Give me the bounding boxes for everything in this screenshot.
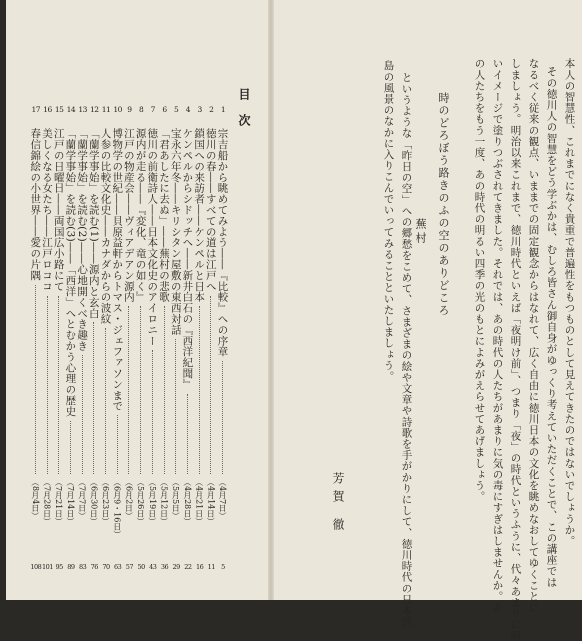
chapter-page-number: 70	[102, 563, 110, 571]
toc-title: 目次	[237, 88, 251, 140]
leader-dots	[58, 296, 59, 474]
chapter-date: （6月9・16日）	[112, 478, 122, 539]
chapter-date: （4月7日）	[218, 478, 227, 521]
preface-line: 本人の智慧性、これまでになく貴重で普遍性をもつものとして見えてきたのではないでしょうか。	[563, 58, 576, 547]
chapter-title[interactable]: 博物学の世紀――貝原益軒からトマス・ジェファソンまで	[111, 128, 124, 412]
chapter-number: 6	[162, 105, 167, 114]
chapter-number: 2	[209, 105, 214, 114]
chapter-page-number: 108	[30, 563, 42, 571]
leader-dots	[210, 296, 211, 474]
chapter-page-number: 5	[221, 563, 225, 571]
chapter-date: （7月7日）	[77, 478, 87, 521]
book-spine	[268, 0, 274, 600]
preface-line: いイメージで塗りつぶされてきました。それでは、あの時代の人たちがあまりに気の毒にすぎはしませんか。あ	[491, 58, 504, 613]
chapter-page-number: 16	[195, 563, 204, 571]
leader-dots	[175, 339, 176, 474]
chapter-number: 16	[43, 105, 52, 114]
preface-line: しましょう。明治以来これまで、徳川時代といえば「夜明け前」、つまり「夜」の時代というふうに、代々あまりに暗	[509, 58, 522, 641]
chapter-title[interactable]: 「蘭学事始」を読む(3)――「西洋」へとむかう心理の歴史	[64, 128, 77, 417]
chapter-number: 14	[66, 105, 76, 114]
preface-line: その徳川人の智慧をどう学ぶかは、むしろ皆さん御自身がゆっくり考えていただくことで、この講座では	[545, 66, 558, 588]
chapter-page-number: 57	[125, 563, 134, 571]
chapter-page-number: 11	[207, 563, 215, 571]
chapter-number: 11	[101, 105, 111, 114]
chapter-page-number: 63	[114, 563, 122, 571]
chapter-page-number: 29	[172, 563, 180, 571]
chapter-title[interactable]: 徳川の前衛詩人――日本文化史のアイロニー	[146, 128, 159, 346]
chapter-page-number: 89	[67, 563, 75, 571]
preface-line: の人たちをもう一度、あの時代の明るい四季の光のもとによみがえらせてあげましょう。	[473, 58, 486, 502]
chapter-number: 17	[31, 105, 41, 114]
leader-dots	[187, 394, 188, 474]
leader-dots	[47, 296, 48, 474]
chapter-title[interactable]: ケンペルからシドッチへ――新井白石の『西洋紀聞』	[181, 128, 194, 390]
chapter-date: （6月2日）	[124, 478, 134, 521]
leader-dots	[35, 285, 36, 474]
chapter-date: （8月4日）	[30, 478, 40, 521]
chapter-page-number: 50	[137, 563, 145, 571]
chapter-page-number: 95	[55, 563, 63, 571]
chapter-title[interactable]: 「蘭学事始」を読む(1)――源内と玄白	[87, 128, 100, 319]
chapter-page-number: 22	[184, 563, 192, 571]
chapter-date: （7月14日）	[65, 478, 75, 526]
haiku-quote: 時のどろぼう路きのふの空のありどころ	[437, 92, 450, 317]
chapter-number: 13	[78, 105, 87, 114]
chapter-number: 3	[197, 105, 202, 114]
chapter-title[interactable]: 「君あしたに去ぬ」――蕪村の悲歌	[158, 128, 170, 303]
chapter-number: 1	[220, 105, 226, 114]
chapter-title[interactable]: 人参の比較文化史――カナダからの波紋	[99, 128, 112, 325]
leader-dots	[93, 322, 94, 474]
leader-dots	[105, 328, 106, 474]
chapter-page-number: 36	[160, 563, 169, 571]
chapter-title[interactable]: 宗吉船から眺めてみよう――『比較』への序章	[216, 128, 229, 357]
leader-dots	[128, 306, 129, 474]
chapter-date: （6月23日）	[101, 478, 110, 526]
leader-dots	[70, 421, 71, 474]
author-name: 芳賀 徹	[331, 472, 345, 536]
book-spread	[6, 0, 582, 641]
chapter-date: （4月28日）	[182, 478, 192, 526]
chapter-title[interactable]: 鎖国への来訪者――ケンペルと日本	[193, 128, 206, 303]
chapter-date: （6月30日）	[89, 478, 99, 526]
chapter-date: （4月21日）	[194, 478, 204, 526]
chapter-date: （5月12日）	[159, 478, 169, 526]
haiku-author: 蕪村	[414, 218, 427, 246]
chapter-date: （5月19日）	[147, 478, 157, 526]
chapter-title[interactable]: 徳川の春――すべての道は江戸へ	[204, 128, 217, 292]
chapter-page-number: 83	[78, 563, 87, 571]
chapter-number: 4	[185, 105, 191, 114]
closing-line: 島の風景のなかに入りこんでいってみることといたしましょう。	[382, 60, 395, 382]
leader-dots	[199, 306, 200, 474]
preface-line: なるべく従来の観点、いままでの固定観念からはなれて、広く自由に徳川日本の文化を眺めなおしてゆくことに	[527, 58, 540, 613]
chapter-page-number: 43	[149, 563, 157, 571]
leader-dots	[152, 350, 153, 474]
chapter-date: （7月21日）	[54, 478, 64, 526]
chapter-title[interactable]: 宝永六年冬――キリシタン屋敷の東西対話	[169, 128, 182, 336]
leader-dots	[117, 415, 118, 474]
chapter-title[interactable]: 美しくなる女たち――江戸ロココ	[41, 128, 53, 292]
chapter-date: （4月14日）	[206, 478, 216, 526]
leader-dots	[82, 355, 83, 474]
chapter-number: 7	[150, 105, 155, 114]
chapter-title[interactable]: 江戸の日曜日――両国広小路にて	[52, 128, 65, 292]
closing-line: というような「昨日の空」への郷愁をこめて、さまざまの絵や文章や詩歌を手がかりにして、徳川時代の日本列	[400, 72, 413, 627]
chapter-page-number: 101	[42, 563, 53, 571]
chapter-page-number: 76	[90, 563, 98, 571]
chapter-date: （7月28日）	[42, 478, 52, 526]
chapter-date: （5月5日）	[171, 478, 181, 521]
chapter-title[interactable]: 江戸の物産会――ヴィアデアン源内	[122, 128, 135, 303]
chapter-title[interactable]: 「蘭学事始」を読む(2)――心地開くべき趣き	[76, 128, 89, 352]
chapter-title[interactable]: 春信錦絵の小世界――愛の片隅	[29, 128, 42, 281]
chapter-number: 8	[138, 105, 144, 114]
leader-dots	[164, 306, 165, 474]
chapter-number: 5	[174, 105, 179, 114]
leader-dots	[140, 306, 141, 474]
leader-dots	[222, 361, 223, 474]
chapter-number: 10	[113, 105, 122, 114]
chapter-title[interactable]: 源内が走る――『変化、竜の如く』	[134, 128, 147, 303]
chapter-number: 15	[54, 105, 64, 114]
chapter-date: （5月26日）	[136, 478, 146, 526]
chapter-number: 12	[90, 105, 99, 114]
chapter-number: 9	[127, 105, 132, 114]
